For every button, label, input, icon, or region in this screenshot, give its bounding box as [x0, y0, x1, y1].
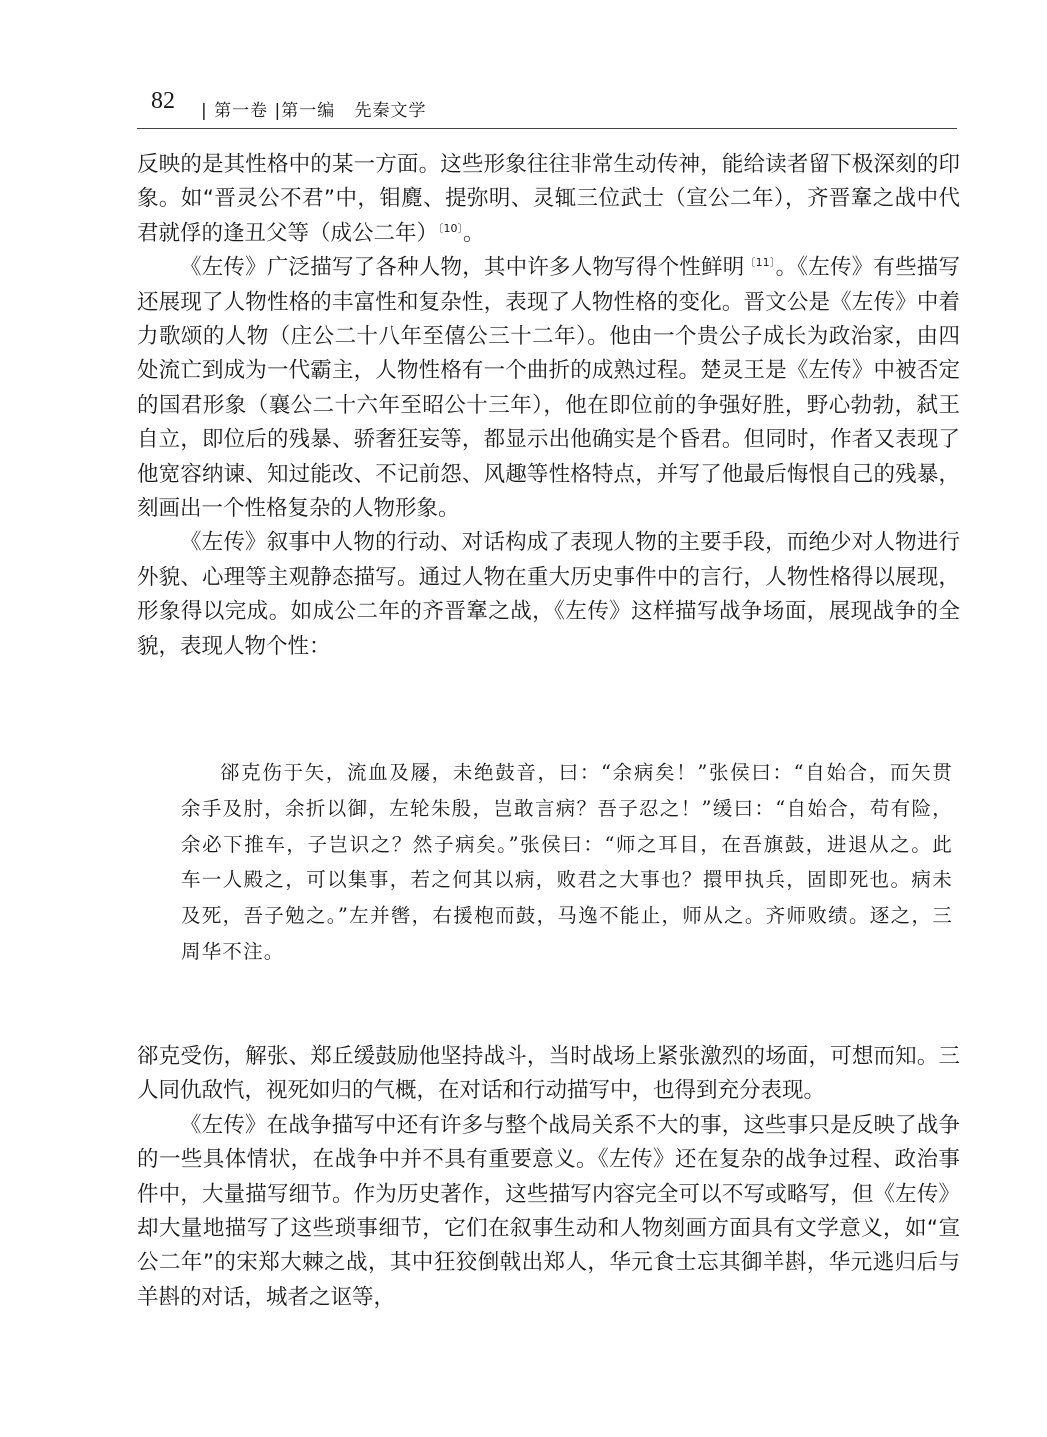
paragraph-1-text: 反映的是其性格中的某一方面。这些形象往往非常生动传神，能给读者留下极深刻的印象。如“晋灵公不君”中，钼麑、提弥明、灵辄三位武士（宣公二年），齐晋鞌之战中代君就俘的逢丑父等（成公二年）: [137, 152, 960, 246]
paragraph-1: [137, 148, 960, 251]
paragraph-4: 郤克受伤，解张、郑丘缓鼓励他坚持战斗，当时战场上紧张激烈的场面，可想而知。三人同仇敌忾，视死如归的气概，在对话和行动描写中，也得到充分表现。: [137, 1044, 960, 1104]
block-quote: [181, 755, 953, 970]
footnote-ref-10: 〔10〕: [438, 221, 464, 235]
footnote-ref-11: 〔11〕: [744, 256, 776, 270]
body-text-top: [137, 148, 960, 664]
paragraph-1-tail: 。: [463, 220, 485, 246]
body-text-bottom: [137, 1040, 960, 1315]
paragraph-3: 《左传》叙事中人物的行动、对话构成了表现人物的主要手段，而绝少对人物进行外貌、心理等主观静态描写。通过人物在重大历史事件中的言行，人物性格得以展现，形象得以完成。如成公二年的齐晋鞌之战，《左传》这样描写战争场面，展现战争的全貌，表现人物个性：: [137, 530, 960, 659]
paragraph-2: [137, 251, 960, 526]
running-head: | 第一卷 |第一编 先秦文学: [201, 101, 427, 121]
paragraph-5: 《左传》在战争描写中还有许多与整个战局关系不大的事，这些事只是反映了战争的一些具体情状，在战争中并不具有重要意义。《左传》还在复杂的战争过程、政治事件中，大量描写细节。作为历史著作，这些描写内容完全可以不写或略写，但《左传》却大量地描写了这些琐事细节，它们在叙事生动和人物刻画方面具有文学意义，如“宣公二年”的宋郑大棘之战，其中狂狡倒戟出郑人，华元食士忘其御羊斟，华元逃归后与羊斟的对话，城者之讴等，: [137, 1112, 960, 1310]
block-quote-text: 郤克伤于矢，流血及屦，未绝鼓音，曰：“余病矣！”张侯曰：“自始合，而矢贯余手及肘，余折以御，左轮朱殷，岂敢言病？吾子忍之！”缓曰：“自始合，苟有险，余必下推车，子岂识之？然子病矣。”张侯曰：“师之耳目，在吾旗鼓，进退从之。此车一人殿之，可以集事，若之何其以病，败君之大事也？擐甲执兵，固即死也。病未及死，吾子勉之。”左并辔，右援枹而鼓，马逸不能止，师从之。齐师败绩。逐之，三周华不注。: [181, 761, 953, 963]
paragraph-2-text-a: 《左传》广泛描写了各种人物，其中许多人物写得个性鲜明: [180, 255, 745, 281]
paragraph-2-text-b: 。《左传》有些描写还展现了人物性格的丰富性和复杂性，表现了人物性格的变化。晋文公是《左传》中着力歌颂的人物（庄公二十八年至僖公三十二年）。他由一个贵公子成长为政治家，由四处流亡到成为一代霸主，人物性格有一个曲折的成熟过程。楚灵王是《左传》中被否定的国君形象（襄公二十六年至昭公十三年），他在即位前的争强好胜，野心勃勃，弑王自立，即位后的残暴、骄奢狂妄等，都显示出他确实是个昏君。但同时，作者又表现了他宽容纳谏、知过能改、不记前怨、风趣等性格特点，并写了他最后悔恨自己的残暴，刻画出一个性格复杂的人物形象。: [137, 255, 960, 522]
page-number: 82: [151, 88, 175, 114]
page-header: [137, 88, 957, 129]
